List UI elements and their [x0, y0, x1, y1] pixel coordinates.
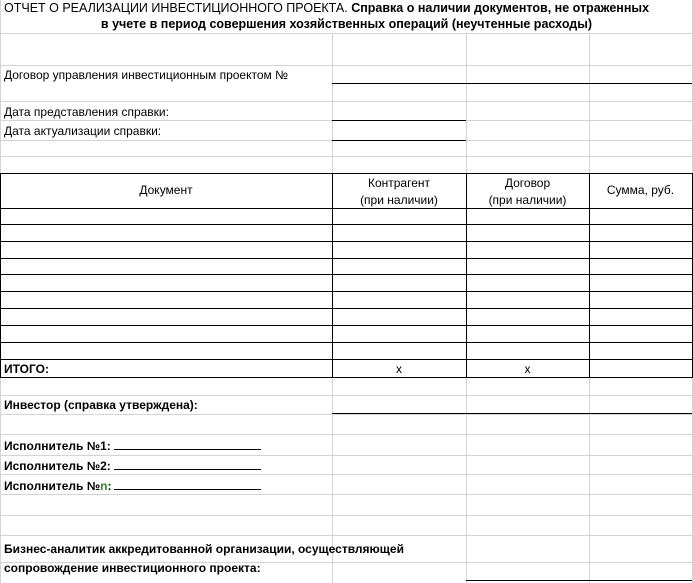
- report-title-line1: [4, 1, 649, 15]
- executor-2-row: [4, 457, 261, 473]
- analyst-signature-field[interactable]: [466, 580, 692, 581]
- date-updated-label: Дата актуализации справки:: [4, 124, 162, 138]
- executor-2-signature-field[interactable]: [114, 457, 261, 470]
- executor-n-index: n: [100, 479, 108, 493]
- header-counterparty: Контрагент: [367, 176, 431, 190]
- executor-n-colon: :: [107, 479, 112, 493]
- executor-n-row: [4, 477, 261, 493]
- executor-1-signature-field[interactable]: [114, 437, 261, 450]
- grid-line: [0, 33, 693, 34]
- investor-label: Инвестор (справка утверждена):: [4, 398, 198, 412]
- header-contract-note: (при наличии): [488, 193, 567, 207]
- report-title-main: ОТЧЕТ О РЕАЛИЗАЦИИ ИНВЕСТИЦИОННОГО ПРОЕКТА.: [4, 1, 348, 15]
- total-contract: х: [524, 362, 531, 376]
- report-title-line2: в учете в период совершения хозяйственных операций (неучтенные расходы): [100, 17, 593, 31]
- date-updated-field[interactable]: [332, 140, 466, 141]
- grid-line: [0, 494, 693, 495]
- grid-line: [0, 395, 693, 396]
- contract-label: Договор управления инвестиционным проектом №: [4, 68, 288, 82]
- header-document: Документ: [139, 183, 193, 197]
- grid-line: [0, 434, 693, 435]
- contract-number-field[interactable]: [332, 83, 692, 84]
- grid-line: [0, 101, 693, 102]
- executor-1-row: [4, 437, 261, 453]
- date-submitted-field[interactable]: [332, 120, 466, 121]
- header-amount: Сумма, руб.: [606, 183, 675, 197]
- total-counterparty: х: [396, 362, 402, 376]
- header-contract: Договор: [504, 176, 551, 190]
- grid-line: [0, 156, 693, 157]
- analyst-label-line2: сопровождение инвестиционного проекта:: [4, 561, 261, 575]
- grid-line: [0, 535, 693, 536]
- header-counterparty-note: (при наличии): [360, 193, 438, 207]
- executor-n-signature-field[interactable]: [114, 477, 261, 490]
- grid-line: [0, 515, 693, 516]
- date-submitted-label: Дата представления справки:: [4, 105, 169, 119]
- investor-signature-field[interactable]: [332, 413, 692, 414]
- table-border: [589, 173, 590, 377]
- grid-line: [0, 414, 693, 415]
- grid-line: [0, 474, 693, 475]
- grid-line: [0, 65, 693, 66]
- table-border: [0, 173, 1, 377]
- executor-1-label: Исполнитель №1:: [4, 439, 111, 453]
- executor-2-label: Исполнитель №2:: [4, 459, 111, 473]
- report-title-subtitle: Справка о наличии документов, не отраженных: [347, 1, 650, 15]
- executor-n-label: Исполнитель №: [4, 479, 101, 493]
- analyst-label-line1: Бизнес-аналитик аккредитованной организации, осуществляющей: [4, 542, 404, 556]
- table-bottom-border: [0, 377, 693, 378]
- grid-line: [0, 455, 693, 456]
- total-label: ИТОГО:: [4, 362, 49, 376]
